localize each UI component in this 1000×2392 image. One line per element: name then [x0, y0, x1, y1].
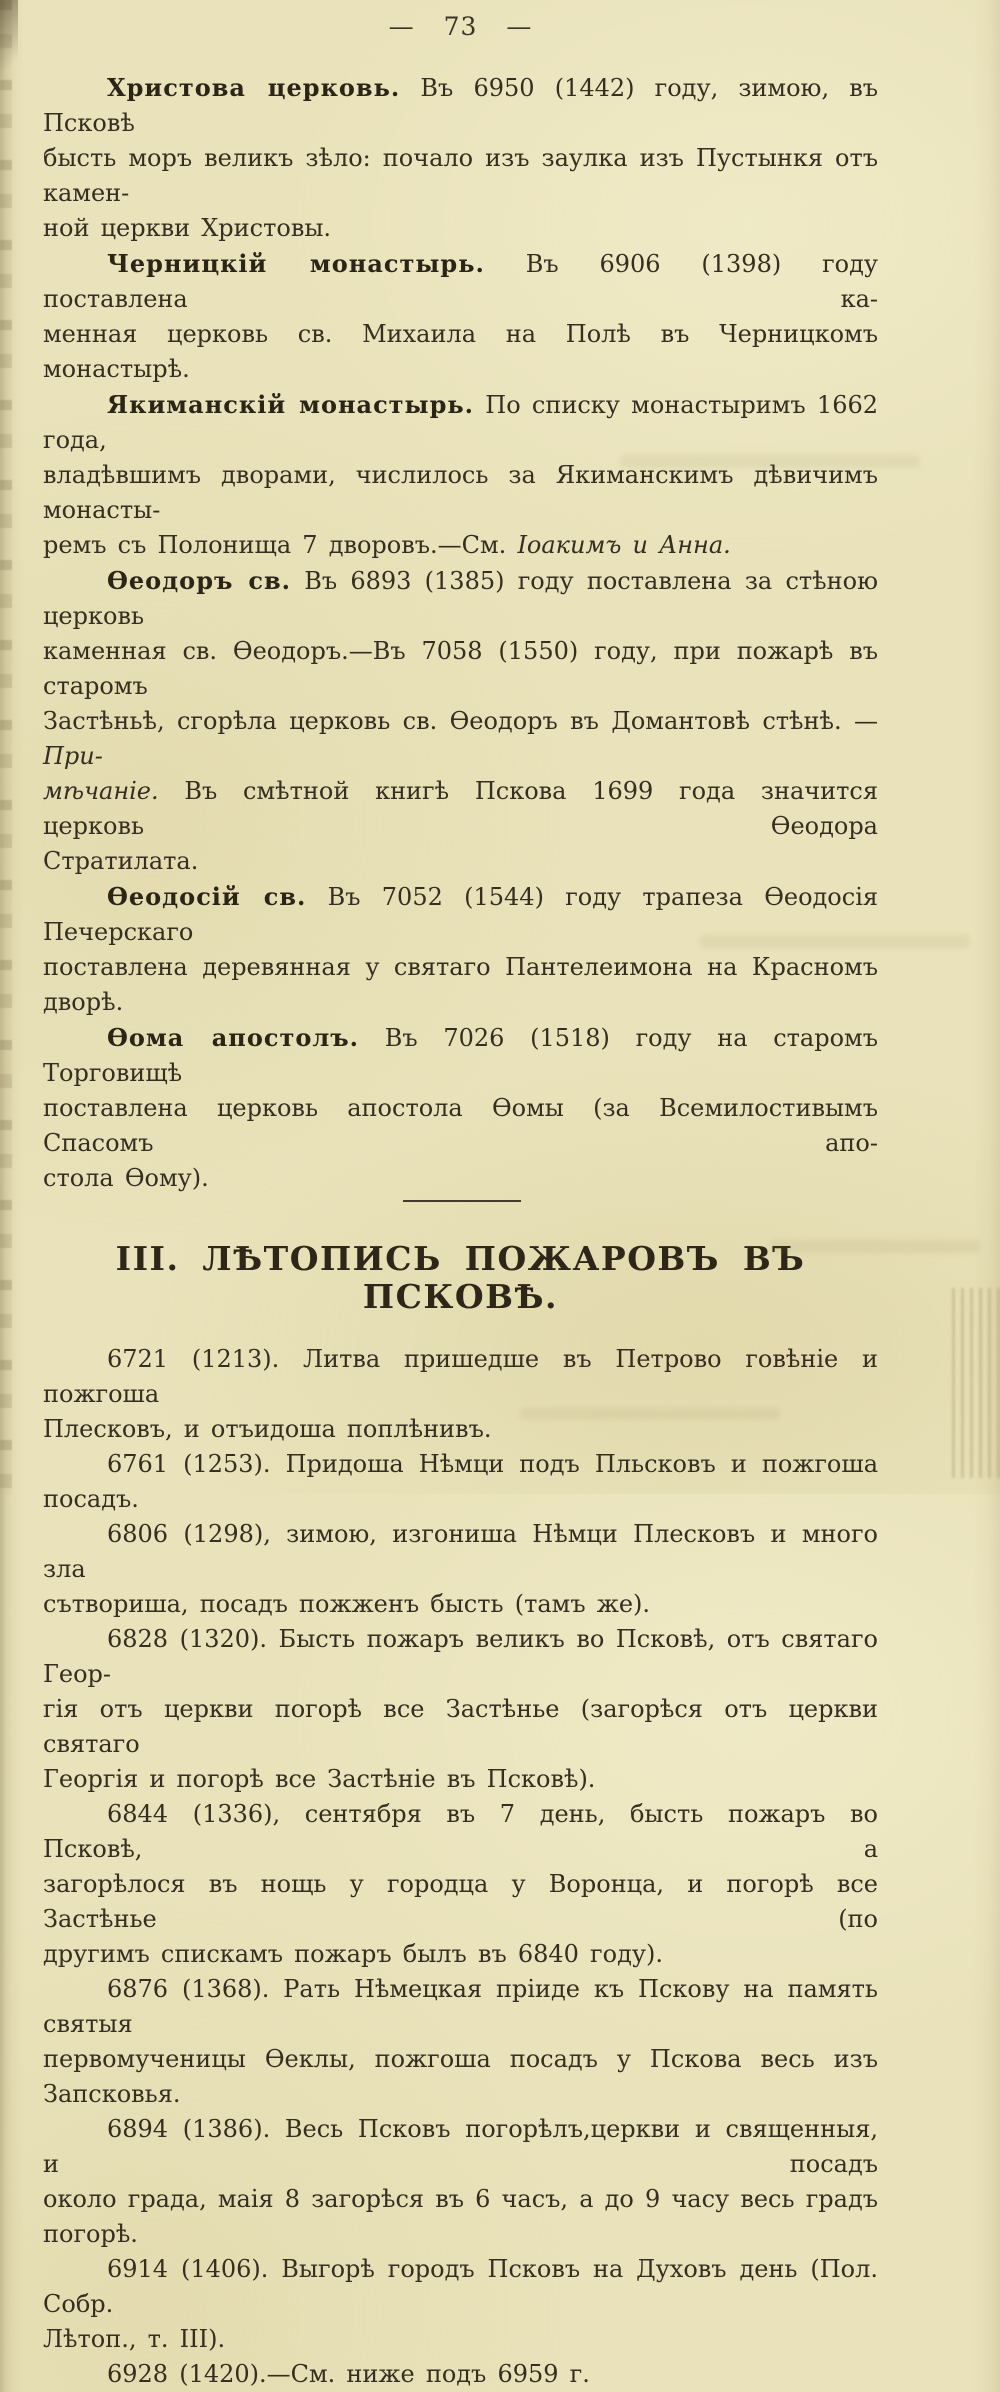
- body-text: Въ смѣтной книгѣ Пскова 1699 года значится церковь Ѳеодора: [43, 777, 878, 840]
- entry-paragraph: [43, 1622, 878, 1797]
- text-line: [43, 2357, 878, 2392]
- body-text: 6928 (1420).—См. ниже подъ 6959 г.: [107, 2360, 590, 2388]
- text-line: [43, 211, 878, 246]
- entry-paragraph: [43, 1797, 878, 1972]
- body-text: первомученицы Ѳеклы, пожгоша посадъ у Пскова весь изъ Запсковья.: [43, 2045, 878, 2108]
- text-line: [43, 844, 878, 879]
- body-text: 6806 (1298), зимою, изгониша Нѣмци Плесковъ и много зла: [43, 1520, 878, 1583]
- text-line: [43, 634, 878, 704]
- text-line: [43, 317, 878, 387]
- body-text: 6894 (1386). Весь Псковъ погорѣлъ,церкви и священныя, и посадъ: [43, 2115, 878, 2178]
- entry-paragraph: [43, 2252, 878, 2357]
- text-line: [43, 1412, 878, 1447]
- entry-paragraph: [43, 70, 878, 246]
- body-text: Георгія и погорѣ все Застѣніе въ Псковѣ).: [43, 1765, 596, 1793]
- text-line: [43, 774, 878, 844]
- italic-reference: Іоакимъ и Анна.: [517, 531, 731, 559]
- body-text: Застѣньѣ, сгорѣла церковь св. Ѳеодоръ въ Домантовѣ стѣнѣ. —: [43, 707, 878, 735]
- text-line: [43, 1447, 878, 1517]
- section-heading: III. ЛѢТОПИСЬ ПОЖАРОВЪ ВЪ ПСКОВѢ.: [115, 1239, 806, 1316]
- text-line: [43, 1587, 878, 1622]
- text-line: [43, 1762, 878, 1797]
- body-text: поставлена церковь апостола Ѳомы (за Всемилостивымъ Спасомъ апо-: [43, 1094, 878, 1157]
- body-text: 6721 (1213). Литва пришедше въ Петрово говѣніе и пожгоша: [43, 1345, 878, 1408]
- italic-reference: При-: [43, 742, 103, 770]
- entry-paragraph: [43, 1020, 878, 1196]
- text-line: [43, 1867, 878, 1937]
- body-text: ремъ съ Полонища 7 дворовъ.—См.: [43, 531, 518, 559]
- body-text: владѣвшимъ дворами, числилось за Якиманскимъ дѣвичимъ монасты-: [43, 461, 878, 524]
- body-text: 6761 (1253). Придоша Нѣмци подъ Пльсковъ и пожгоша посадъ.: [43, 1450, 878, 1513]
- text-line: [43, 1517, 878, 1587]
- text-line: [43, 1020, 878, 1091]
- entry-paragraph: [43, 1972, 878, 2112]
- text-line: [43, 1937, 878, 1972]
- entry-title: Ѳеодоръ св.: [107, 566, 291, 595]
- text-line: [43, 1972, 878, 2042]
- italic-reference: мѣчаніе.: [43, 777, 159, 805]
- page-binding-edge: [0, 0, 12, 1494]
- body-text: 6828 (1320). Бысть пожаръ великъ во Псковѣ, отъ святаго Геор-: [43, 1625, 878, 1688]
- entry-title: Черницкій монастырь.: [107, 249, 485, 278]
- entry-paragraph: [43, 387, 878, 563]
- paper-edge-streaks: [952, 1288, 1000, 1478]
- entry-title: Ѳома апостолъ.: [107, 1023, 360, 1052]
- entry-paragraph: [43, 1517, 878, 1622]
- entry-paragraph: [43, 246, 878, 387]
- body-text: гія отъ церкви погорѣ все Застѣнье (загорѣся отъ церкви святаго: [43, 1695, 878, 1758]
- text-line: [43, 246, 878, 317]
- body-text: Стратилата.: [43, 847, 199, 875]
- text-line: [43, 704, 878, 774]
- entry-paragraph: [43, 1342, 878, 1447]
- text-line: [43, 141, 878, 211]
- body-text: Лѣтоп., т. III).: [43, 2325, 226, 2353]
- body-text: ной церкви Христовы.: [43, 214, 332, 242]
- page-number: — 73 —: [388, 12, 533, 41]
- section-divider-rule: [403, 1200, 521, 1202]
- body-text: Въ 6906 (1398) году поставлена ка-: [43, 250, 878, 313]
- text-line: [43, 2252, 878, 2322]
- text-line: [43, 387, 878, 458]
- text-line: [43, 2322, 878, 2357]
- body-text: Въ 6950 (1442) году, зимою, въ Псковѣ: [43, 74, 879, 137]
- text-line: [43, 70, 878, 141]
- body-text: сътвориша, посадъ пожженъ бысть (тамъ же).: [43, 1590, 651, 1618]
- body-text: загорѣлося въ нощь у городца у Воронца, и погорѣ все Застѣнье (по: [43, 1870, 878, 1933]
- text-line: [43, 563, 878, 634]
- text-line: [43, 1091, 878, 1161]
- body-text: каменная св. Ѳеодоръ.—Въ 7058 (1550) году, при пожарѣ въ старомъ: [43, 637, 878, 700]
- body-text: поставлена деревянная у святаго Пантелеимона на Красномъ дворѣ.: [43, 953, 878, 1016]
- text-line: [43, 1622, 878, 1692]
- body-text: 6876 (1368). Рать Нѣмецкая пріиде къ Пскову на память святыя: [43, 1975, 878, 2038]
- church-entries-section: [43, 70, 878, 1196]
- text-line: [43, 2042, 878, 2112]
- text-line: [43, 1342, 878, 1412]
- entry-title: Якиманскій монастырь.: [107, 390, 475, 419]
- entry-paragraph: [43, 2357, 878, 2392]
- body-text: По списку монастыримъ 1662 года,: [43, 391, 879, 454]
- body-text: Въ 7026 (1518) году на старомъ Торговищѣ: [43, 1024, 878, 1087]
- body-text: бысть моръ великъ зѣло: почало изъ заулка изъ Пустынкя отъ камен-: [43, 144, 878, 207]
- body-text: менная церковь св. Михаила на Полѣ въ Черницкомъ монастырѣ.: [43, 320, 878, 383]
- body-text: 6844 (1336), сентября въ 7 день, бысть пожаръ во Псковѣ, а: [43, 1800, 878, 1863]
- text-line: [43, 1692, 878, 1762]
- text-line: [43, 2182, 878, 2252]
- entry-paragraph: [43, 1447, 878, 1517]
- body-text: около града, маія 8 загорѣся въ 6 часъ, а до 9 часу весь градъ погорѣ.: [43, 2185, 878, 2248]
- body-text: 6914 (1406). Выгорѣ городъ Псковъ на Духовъ день (Пол. Собр.: [43, 2255, 878, 2318]
- fires-chronicle-section: [43, 1342, 878, 2392]
- entry-paragraph: [43, 2112, 878, 2252]
- text-line: [43, 1161, 878, 1196]
- entry-title: Ѳеодосій св.: [107, 882, 307, 911]
- entry-paragraph: [43, 879, 878, 1020]
- text-line: [43, 1797, 878, 1867]
- text-line: [43, 458, 878, 528]
- page-corner-shadow: [0, 0, 18, 85]
- body-text: другимъ спискамъ пожаръ былъ въ 6840 году).: [43, 1940, 663, 1968]
- entry-paragraph: [43, 563, 878, 879]
- text-line: [43, 879, 878, 950]
- body-text: Плесковъ, и отъидоша поплѣнивъ.: [43, 1415, 492, 1443]
- text-line: [43, 950, 878, 1020]
- text-line: [43, 528, 878, 563]
- entry-title: Христова церковь.: [107, 73, 401, 102]
- body-text: стола Ѳому).: [43, 1164, 209, 1192]
- text-line: [43, 2112, 878, 2182]
- book-page: [43, 0, 878, 2392]
- body-text: Въ 7052 (1544) году трапеза Ѳеодосія Печерскаго: [43, 883, 879, 946]
- body-text: Въ 6893 (1385) году поставлена за стѣною церковь: [43, 567, 878, 630]
